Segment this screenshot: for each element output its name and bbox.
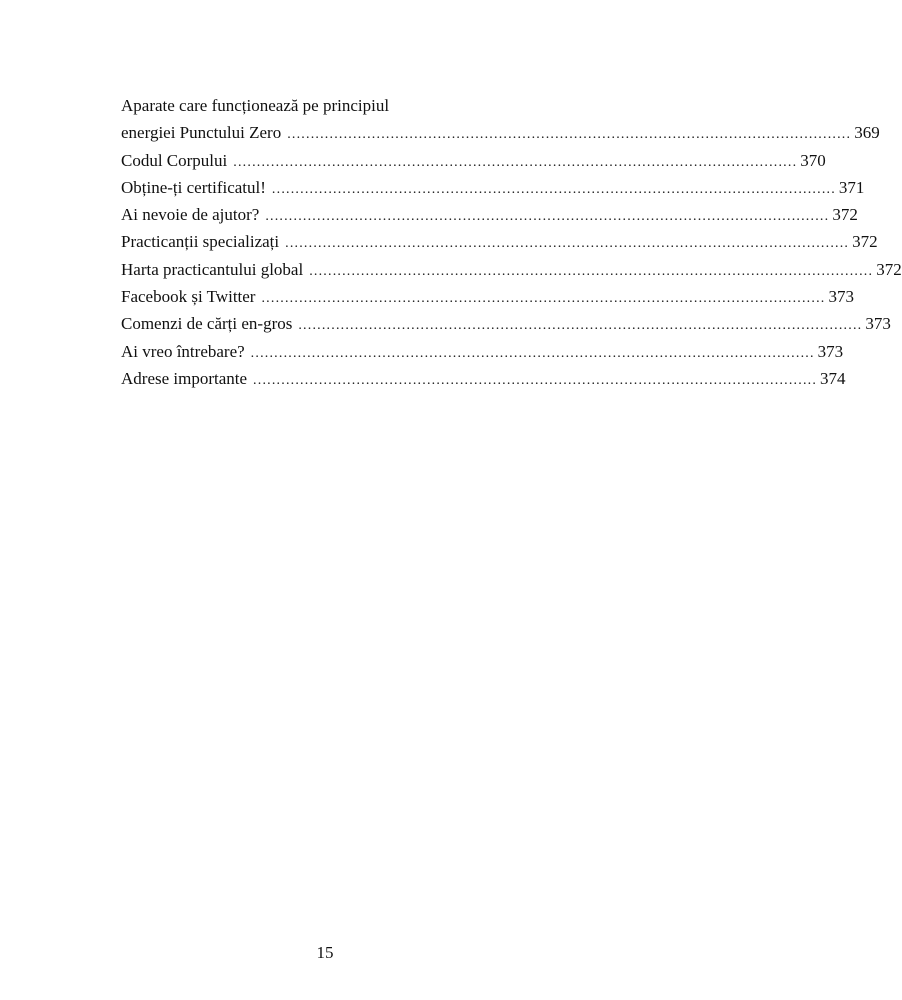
toc-entry-page: 373 xyxy=(865,314,891,334)
toc-entry-page: 371 xyxy=(838,177,865,197)
toc-entry-title: Comenzi de cărți en-gros xyxy=(121,314,293,334)
toc-dot-leader: ........................................................................................................................ xyxy=(285,236,850,252)
toc-entry-title: Ai vreo întrebare? xyxy=(121,341,245,361)
toc-entry xyxy=(121,310,891,337)
toc-entry xyxy=(121,365,846,392)
toc-entry xyxy=(121,228,878,255)
toc-entry xyxy=(121,119,880,146)
toc-entry-title: Codul Corpului xyxy=(121,150,228,170)
toc-dot-leader: ........................................................................................................................ xyxy=(271,181,836,197)
toc-entry-title: Obține-ți certificatul! xyxy=(121,177,266,197)
toc-entry-title-line: Aparate care funcționează pe principiul xyxy=(121,96,390,115)
toc-entry xyxy=(121,147,826,174)
toc-dot-leader: ........................................................................................................................ xyxy=(287,127,852,143)
table-of-contents xyxy=(121,92,902,392)
toc-entry xyxy=(121,283,854,310)
toc-entry xyxy=(121,256,902,283)
toc-entry-page: 372 xyxy=(876,259,902,279)
toc-entry xyxy=(121,201,858,228)
toc-dot-leader: ........................................................................................................................ xyxy=(261,291,826,307)
toc-entry xyxy=(121,338,844,365)
toc-dot-leader: ........................................................................................................................ xyxy=(298,318,863,334)
toc-entry xyxy=(121,174,865,201)
toc-dot-leader: ........................................................................................................................ xyxy=(265,209,830,225)
toc-entry-page: 374 xyxy=(820,368,846,388)
toc-dot-leader: ........................................................................................................................ xyxy=(253,372,818,388)
toc-entry-page: 372 xyxy=(852,232,878,252)
toc-dot-leader: ........................................................................................................................ xyxy=(309,263,874,279)
toc-entry-title: Facebook și Twitter xyxy=(121,287,256,307)
toc-entry-page: 372 xyxy=(832,205,858,225)
toc-entry-title: Practicanții specializați xyxy=(121,232,280,252)
toc-entry-page: 370 xyxy=(800,150,826,170)
toc-entry-title: Adrese importante xyxy=(121,368,248,388)
page-number: 15 xyxy=(316,943,334,962)
toc-entry-page: 373 xyxy=(817,341,844,361)
toc-dot-leader: ........................................................................................................................ xyxy=(250,345,815,361)
toc-dot-leader: ........................................................................................................................ xyxy=(233,154,798,170)
toc-entry-title: Harta practicantului global xyxy=(121,259,304,279)
toc-entry-title: energiei Punctului Zero xyxy=(121,123,282,143)
toc-entry-page: 373 xyxy=(828,287,854,307)
toc-entry-title: Ai nevoie de ajutor? xyxy=(121,205,260,225)
toc-entry-page: 369 xyxy=(854,123,880,143)
